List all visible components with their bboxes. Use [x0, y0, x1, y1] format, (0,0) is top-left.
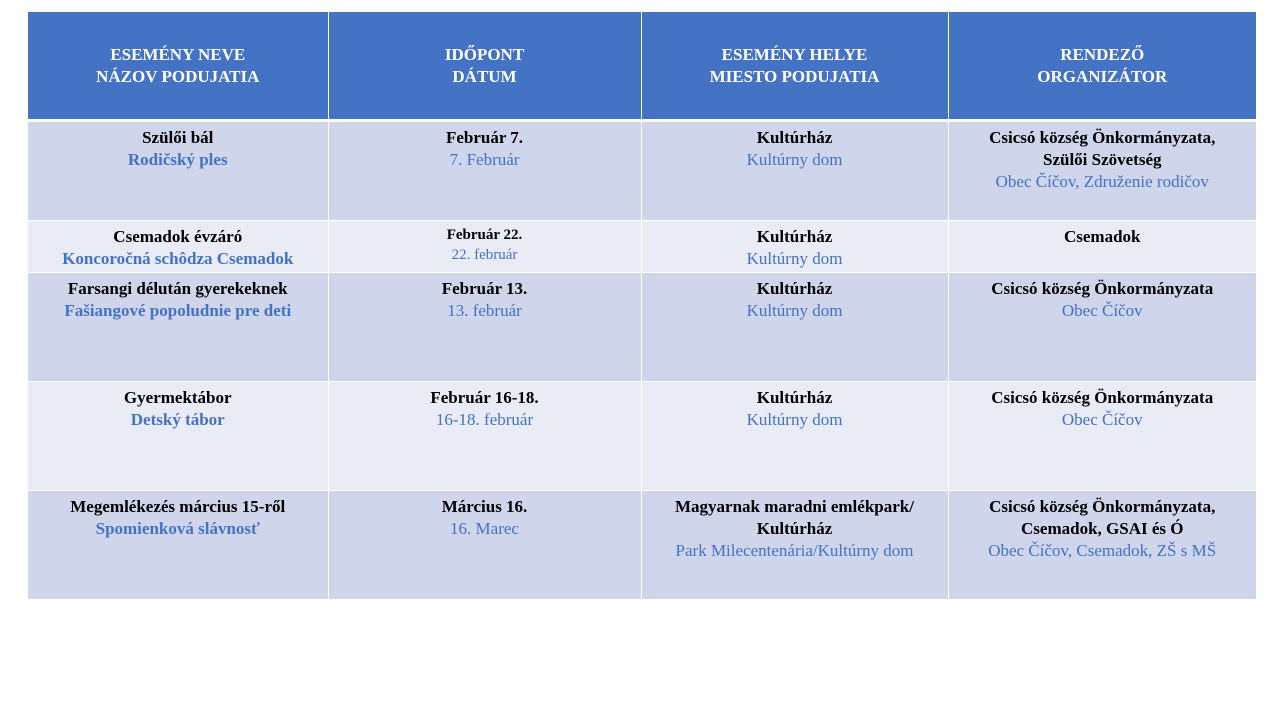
organizer-hu: Csemadok	[1063, 227, 1141, 246]
event-name-sk: Koncoročná schôdza Csemadok	[62, 249, 294, 268]
organizer-hu: Csicsó község Önkormányzata,	[989, 128, 1216, 147]
cell-place	[641, 491, 948, 600]
date-hu: Február 13.	[441, 279, 528, 298]
place-sk: Kultúrny dom	[746, 410, 843, 429]
header-organizer	[948, 12, 1256, 121]
organizer-hu: Csicsó község Önkormányzata,	[989, 497, 1216, 516]
date-sk: 7. Február	[449, 150, 520, 169]
cell-place	[641, 121, 948, 221]
table-row	[28, 121, 1256, 221]
cell-date	[328, 491, 641, 600]
organizer-hu: Csicsó község Önkormányzata	[991, 279, 1214, 298]
date-hu: Március 16.	[441, 497, 528, 516]
header-hu: ESEMÉNY NEVE	[110, 44, 246, 64]
event-name-sk: Rodičský ples	[127, 150, 228, 169]
event-name-sk: Spomienková slávnosť	[95, 519, 260, 538]
date-sk: 16-18. február	[435, 410, 534, 429]
date-sk: 16. Marec	[450, 519, 519, 538]
header-place	[641, 12, 948, 121]
header-hu: RENDEZŐ	[1060, 44, 1145, 64]
cell-organizer	[948, 491, 1256, 600]
date-sk: 22. február	[451, 247, 518, 263]
header-hu: ESEMÉNY HELYE	[721, 44, 868, 64]
organizer-hu: Szülői Szövetség	[1042, 150, 1162, 169]
place-sk: Park Milecentenária/Kultúrny dom	[675, 541, 914, 560]
table-row	[28, 273, 1256, 382]
header-sk: MIESTO PODUJATIA	[709, 66, 880, 86]
place-sk: Kultúrny dom	[746, 301, 843, 320]
place-sk: Kultúrny dom	[746, 150, 843, 169]
cell-organizer	[948, 121, 1256, 221]
place-hu: Magyarnak maradni emlékpark/	[675, 497, 914, 516]
cell-date	[328, 273, 641, 382]
place-hu: Kultúrház	[756, 519, 833, 538]
header-hu: IDŐPONT	[444, 44, 525, 64]
cell-event-name	[28, 491, 328, 600]
header-sk: NÁZOV PODUJATIA	[96, 66, 260, 86]
organizer-sk: Obec Číčov	[1061, 410, 1143, 429]
cell-event-name	[28, 221, 328, 273]
event-name-sk: Fašiangové popoludnie pre deti	[64, 301, 292, 320]
organizer-sk: Obec Číčov, Združenie rodičov	[995, 172, 1209, 191]
events-table	[28, 12, 1256, 599]
cell-event-name	[28, 382, 328, 491]
event-name-hu: Szülői bál	[142, 128, 214, 147]
event-name-hu: Megemlékezés március 15-ről	[70, 497, 286, 516]
place-hu: Kultúrház	[756, 227, 833, 246]
event-name-hu: Csemadok évzáró	[113, 227, 243, 246]
organizer-sk: Obec Číčov, Csemadok, ZŠ s MŠ	[988, 541, 1217, 560]
place-sk: Kultúrny dom	[746, 249, 843, 268]
table-row	[28, 491, 1256, 600]
cell-event-name	[28, 121, 328, 221]
header-sk: ORGANIZÁTOR	[1037, 66, 1168, 86]
cell-date	[328, 221, 641, 273]
cell-organizer	[948, 273, 1256, 382]
organizer-sk: Obec Číčov	[1061, 301, 1143, 320]
cell-date	[328, 382, 641, 491]
place-hu: Kultúrház	[756, 279, 833, 298]
date-hu: Február 22.	[446, 227, 523, 243]
header-row	[28, 12, 1256, 121]
place-hu: Kultúrház	[756, 388, 833, 407]
table-row	[28, 382, 1256, 491]
cell-place	[641, 273, 948, 382]
event-name-hu: Gyermektábor	[123, 388, 232, 407]
date-hu: Február 16-18.	[430, 388, 539, 407]
cell-place	[641, 382, 948, 491]
organizer-hu: Csemadok, GSAI és Ó	[1021, 519, 1184, 538]
cell-place	[641, 221, 948, 273]
organizer-hu: Csicsó község Önkormányzata	[991, 388, 1214, 407]
date-hu: Február 7.	[445, 128, 524, 147]
cell-organizer	[948, 221, 1256, 273]
table-row	[28, 221, 1256, 273]
header-sk: DÁTUM	[452, 66, 517, 86]
cell-organizer	[948, 382, 1256, 491]
event-name-hu: Farsangi délután gyerekeknek	[67, 279, 288, 298]
event-name-sk: Detský tábor	[130, 410, 225, 429]
cell-date	[328, 121, 641, 221]
place-hu: Kultúrház	[756, 128, 833, 147]
header-date	[328, 12, 641, 121]
cell-event-name	[28, 273, 328, 382]
header-event-name	[28, 12, 328, 121]
date-sk: 13. február	[447, 301, 522, 320]
